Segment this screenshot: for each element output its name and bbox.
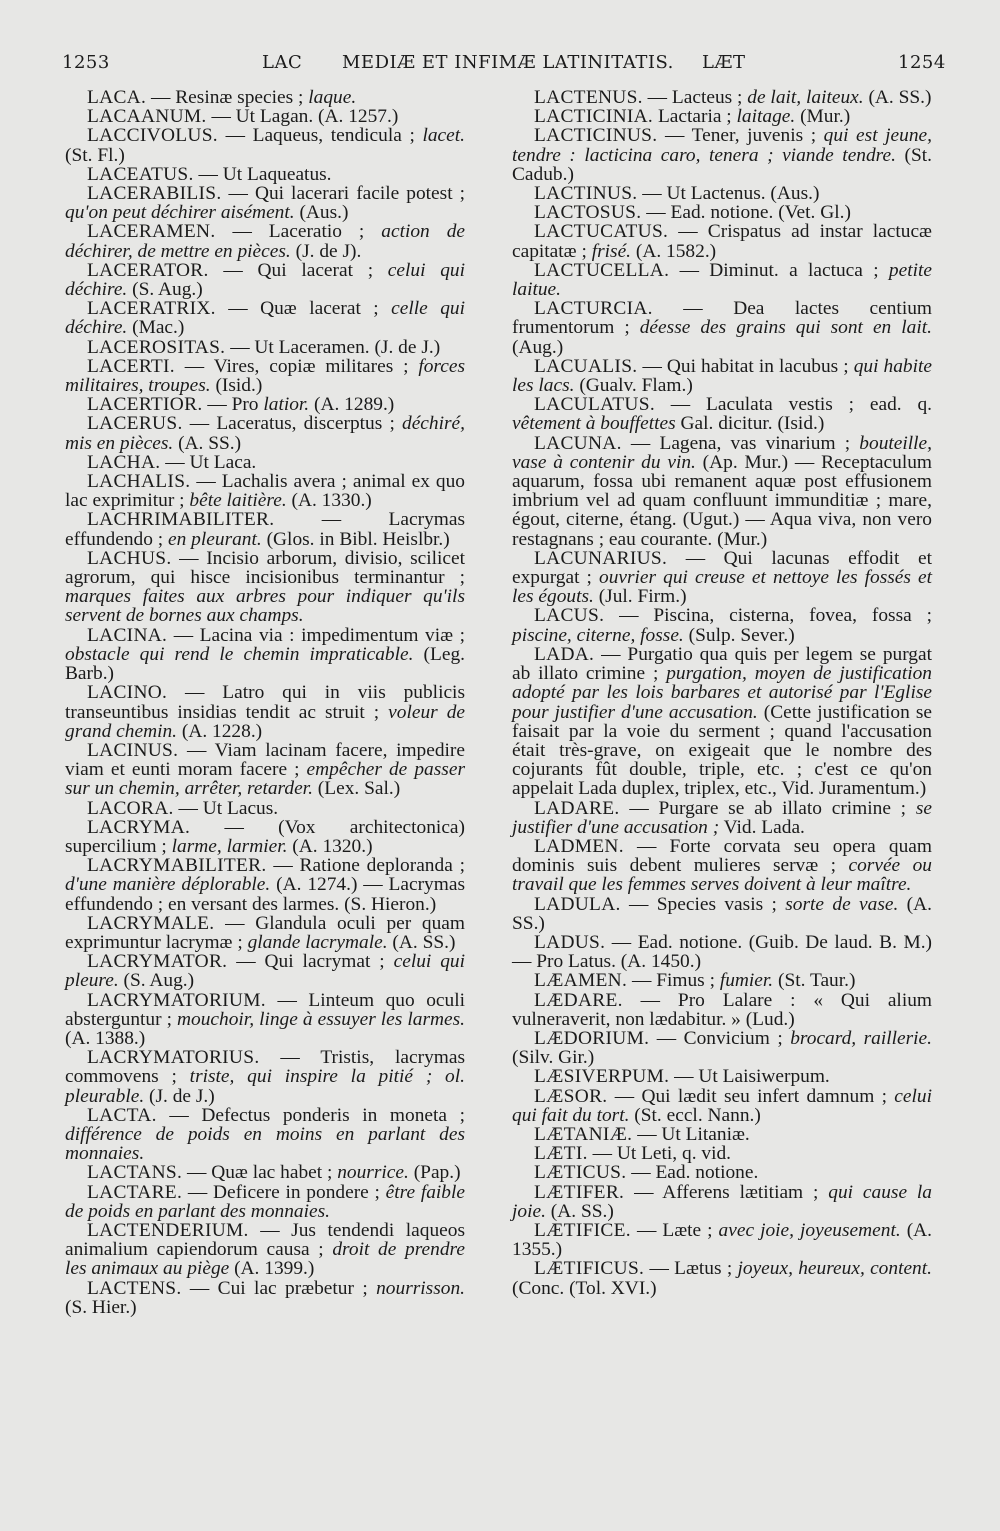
definition-latin: — Quæ lac habet ; xyxy=(182,1162,333,1184)
headword: LADMEN. xyxy=(534,835,624,857)
definition-latin: — Glandula oculi per quam exprimuntur lacrymæ ; xyxy=(65,912,465,953)
headword: LACTENDERIUM. xyxy=(87,1219,249,1241)
headword: LACRYMATORIUS. xyxy=(87,1047,260,1069)
definition-french: piscine, citerne, fosse. xyxy=(512,624,684,646)
dictionary-entry xyxy=(65,952,465,990)
headword: LÆTIFICUS. xyxy=(534,1258,645,1280)
headword: LACTARE. xyxy=(87,1181,183,1203)
definition-french: celui qui fait du tort. xyxy=(512,1085,932,1126)
definition-latin: — Ut Laca. xyxy=(160,451,257,473)
headword: LACA. xyxy=(87,87,147,108)
dictionary-entry xyxy=(512,357,932,395)
headword: LACAANUM. xyxy=(87,106,207,128)
definition-latin: — Fimus ; xyxy=(627,970,715,992)
headword: LACTICINIA. xyxy=(534,106,654,128)
source-citation: (A. SS.) xyxy=(173,432,242,454)
source-citation: Gal. dicitur. (Isid.) xyxy=(675,413,825,435)
source-citation: (J. de J.) xyxy=(144,1085,215,1107)
headword: LÆSOR. xyxy=(534,1085,608,1107)
definition-french: d'une manière déplorable. xyxy=(65,874,271,896)
left-guide-word: LAC xyxy=(262,52,303,73)
headword: LÆTIFICE. xyxy=(534,1219,631,1241)
definition-french: frisé. xyxy=(586,240,632,262)
dictionary-entry xyxy=(512,184,932,203)
definition-latin: — Defectus ponderis in moneta ; xyxy=(156,1104,465,1126)
definition-latin: — Forte corvata seu opera quam dominis suis debent mulieres servæ ; xyxy=(512,835,932,877)
dictionary-entry xyxy=(512,799,932,837)
headword: LÆSIVERPUM. xyxy=(534,1066,670,1088)
definition-french: qui cause la joie. xyxy=(512,1181,932,1222)
headword: LADA. xyxy=(534,643,595,665)
definition-latin: — Crispatus ad instar lactucæ capitatæ ; xyxy=(512,221,932,262)
source-citation: (A. 1320.) xyxy=(287,835,373,857)
definition-latin: — Laculata vestis ; ead. q. xyxy=(654,394,932,416)
source-citation: (Lud.) xyxy=(740,1008,795,1030)
definition-latin: — Resinæ species ; xyxy=(146,87,304,108)
source-citation: (St. Fl.) xyxy=(65,144,125,166)
definition-latin: — Vires, copiæ militares ; xyxy=(174,355,409,377)
definition-french: qui habite les lacs. xyxy=(512,355,932,397)
source-citation: (St. eccl. Nann.) xyxy=(629,1104,761,1126)
headword: LACEATUS. xyxy=(87,163,194,185)
definition-french: avec joie, joyeusement. xyxy=(712,1219,901,1241)
headword: LÆTIFER. xyxy=(534,1181,625,1203)
headword: LACTOSUS. xyxy=(534,202,642,224)
definition-latin: — Dea lactes centium frumentorum ; xyxy=(512,298,932,339)
source-citation: (Lex. Sal.) xyxy=(312,778,401,800)
definition-latin: — Latro qui in viis publicis transeuntibus insidias tendit ac struit ; xyxy=(65,682,465,723)
definition-french: qui est jeune, tendre : lacticina caro, tenera ; viande tendre. xyxy=(512,125,932,166)
dictionary-entry xyxy=(65,453,465,472)
source-citation: (St. Cadub.) xyxy=(512,144,932,185)
dictionary-entry xyxy=(65,991,465,1049)
dictionary-entry xyxy=(512,933,932,971)
definition-latin: — Ead. notione. xyxy=(641,202,774,224)
dictionary-entry xyxy=(65,1221,465,1279)
definition-latin: — Læte ; xyxy=(630,1219,713,1241)
source-citation: (Mac.) xyxy=(127,317,185,339)
dictionary-entry xyxy=(512,971,932,990)
dictionary-entry xyxy=(512,837,932,895)
definition-latin: — Qui lacrymat ; xyxy=(227,951,385,973)
source-citation: (Ap. Mur.) — Receptaculum aquarum, fossa ubi remanent aquæ post effusionem imbrium vel ad quam confluunt immunditiæ ; mare, égout, citerne, étang. (Ugut.) — Aqua viva, non vero restagnans ; eau courante. (Mur.) xyxy=(512,451,933,550)
dictionary-entry xyxy=(512,261,932,299)
dictionary-entry xyxy=(512,222,932,260)
headword: LACEROSITAS. xyxy=(87,336,226,358)
dictionary-entry xyxy=(65,856,465,914)
definition-latin: — Convicium ; xyxy=(649,1027,783,1049)
definition-latin: Lactaria ; xyxy=(653,106,732,128)
definition-latin: — Ut Laqueatus. xyxy=(193,163,332,185)
definition-french: différence de poids en moins en parlant des monnaies. xyxy=(65,1123,465,1165)
definition-latin: — Qui lædit seu infert damnum ; xyxy=(607,1085,887,1107)
source-citation: (A. 1228.) xyxy=(177,720,263,742)
dictionary-entry xyxy=(512,1125,932,1144)
source-citation: (A. 1330.) xyxy=(286,490,372,512)
source-citation: (A. 1274.) — Lacrymas effundendo ; en versant des larmes. (S. Hieron.) xyxy=(65,874,465,915)
headword: LACINUS. xyxy=(87,739,179,761)
headword: LACHALIS. xyxy=(87,471,191,493)
dictionary-entry xyxy=(65,1106,465,1164)
dictionary-entry xyxy=(65,549,465,626)
page-title: MEDIÆ ET INFIMÆ LATINITATIS. xyxy=(342,52,674,73)
dictionary-entry xyxy=(65,510,465,548)
source-citation: (J. de J). xyxy=(290,240,362,262)
definition-latin: — Lagena, vas vinarium ; xyxy=(621,432,851,454)
definition-latin: — Ut Lactenus. (Aus.) xyxy=(637,183,820,205)
definition-french: purgation, moyen de justification adopté par les lois barbares et autorisé par l'Eglise pour justifier d'une accusation. xyxy=(512,663,932,723)
definition-latin: — Lætus ; xyxy=(644,1258,733,1280)
dictionary-entry xyxy=(512,1144,932,1163)
headword: LACERATRIX. xyxy=(87,298,216,320)
definition-french: bouteille, vase à contenir du vin. xyxy=(512,432,933,473)
headword: LACTINUS. xyxy=(534,183,638,205)
dictionary-entry xyxy=(65,261,465,299)
headword: LACRYMA. xyxy=(87,816,191,838)
definition-latin: — Pro xyxy=(202,394,259,416)
definition-french: être faible de poids en parlant des monnaies. xyxy=(65,1181,465,1222)
definition-french: forces militaires, troupes. xyxy=(65,355,466,397)
left-column xyxy=(65,88,465,1317)
definition-french: fumier. xyxy=(714,970,774,992)
dictionary-entry xyxy=(65,107,465,126)
definition-french: lacet. xyxy=(414,125,465,147)
headword: LACCIVOLUS. xyxy=(87,125,218,147)
source-citation: (Glos. in Bibl. Heislbr.) xyxy=(261,528,450,550)
source-citation: (St. Taur.) xyxy=(773,970,856,992)
definition-latin: — Purgatio qua quis per legem se purgat ab illato crimine ; xyxy=(512,643,932,685)
definition-latin: — Pro Lalare : « Qui alium vulneraverit, non lædabitur. » xyxy=(512,989,932,1030)
dictionary-entry xyxy=(65,184,465,222)
headword: LÆAMEN. xyxy=(534,970,628,992)
source-citation: (Cette justification se faisait par la voie du serment ; quand l'accusation était très-grave, on exigeait que le nombre des cojurants fût double, triple, etc. ; c'est ce qu'on appelait Lada duplex, triplex, etc., Vid. Juramentum.) xyxy=(512,701,932,800)
headword: LACERUS. xyxy=(87,413,183,435)
definition-latin: — Laceratus, discerptus ; xyxy=(182,413,395,435)
headword: LACUNA. xyxy=(534,432,622,454)
dictionary-entry xyxy=(65,472,465,510)
definition-latin: — Ut Litaniæ. xyxy=(632,1123,750,1145)
headword: LACINO. xyxy=(87,682,168,704)
definition-latin: — Tristis, lacrymas commovens ; xyxy=(65,1047,465,1088)
source-citation: Vid. Lada. xyxy=(719,816,805,838)
definition-latin: — Qui habitat in lacubus ; xyxy=(637,355,849,377)
headword: LÆTI. xyxy=(534,1143,588,1165)
dictionary-entry xyxy=(65,299,465,337)
definition-latin: — Ut Laisiwerpum. xyxy=(669,1066,830,1088)
dictionary-entry xyxy=(65,683,465,741)
definition-latin: — Species vasis ; xyxy=(620,893,777,915)
headword: LACTUCATUS. xyxy=(534,221,669,243)
left-page-number: 1253 xyxy=(62,52,110,73)
dictionary-entry xyxy=(512,991,932,1029)
definition-latin: — Lacrymas effundendo ; xyxy=(65,509,465,550)
headword: LADULA. xyxy=(534,893,621,915)
definition-latin: — Ead. notione. xyxy=(626,1162,759,1184)
definition-french: brocard, raillerie. xyxy=(782,1027,933,1049)
headword: LACHRIMABILITER. xyxy=(87,509,275,531)
definition-french: celui qui déchire. xyxy=(65,259,465,301)
dictionary-entry xyxy=(512,1029,932,1067)
dictionary-entry xyxy=(512,203,932,222)
definition-latin: — Ut Laceramen. (J. de J.) xyxy=(225,336,441,358)
source-citation: (A. 1582.) xyxy=(631,240,717,262)
definition-french: corvée ou travail que les femmes serves doivent à leur maître. xyxy=(512,855,932,896)
dictionary-entry xyxy=(65,626,465,684)
definition-latin: — Quæ lacerat ; xyxy=(215,298,379,320)
definition-french: action de déchirer, de mettre en pièces. xyxy=(65,221,465,262)
dictionary-entry xyxy=(65,799,465,818)
headword: LADARE. xyxy=(534,797,620,819)
dictionary-entry xyxy=(65,1279,465,1317)
definition-french: latior. xyxy=(258,394,310,416)
definition-latin: — Laqueus, tendicula ; xyxy=(217,125,415,147)
headword: LACERATOR. xyxy=(87,259,209,281)
dictionary-entry xyxy=(65,818,465,856)
dictionary-entry xyxy=(512,1067,932,1086)
source-citation: (A. 1388.) xyxy=(65,1027,146,1049)
definition-french: déesse des grains qui sont en lait. xyxy=(629,317,932,339)
headword: LACTANS. xyxy=(87,1162,183,1184)
headword: LÆDORIUM. xyxy=(534,1027,650,1049)
headword: LACRYMATORIUM. xyxy=(87,989,266,1011)
definition-latin: — Qui lacerari facile potest ; xyxy=(221,183,465,205)
dictionary-entry xyxy=(65,1163,465,1182)
definition-french: celui qui pleure. xyxy=(65,951,465,992)
definition-latin: — (Vox architectonica) supercilium ; xyxy=(65,816,465,857)
headword: LACTENUS. xyxy=(534,87,643,108)
dictionary-entry xyxy=(512,107,932,126)
source-citation: (S. Hier.) xyxy=(65,1296,137,1318)
definition-french: laque. xyxy=(303,87,357,108)
dictionary-entry xyxy=(512,1221,932,1259)
definition-french: ouvrier qui creuse et nettoye les fossés et les égouts. xyxy=(512,567,932,608)
dictionary-entry xyxy=(512,299,932,357)
headword: LÆDARE. xyxy=(534,989,623,1011)
definition-latin: — Afferens lætitiam ; xyxy=(624,1181,819,1203)
definition-latin: — Diminut. a lactuca ; xyxy=(669,259,879,281)
dictionary-entry xyxy=(65,395,465,414)
dictionary-entry xyxy=(65,126,465,164)
definition-french: nourrice. xyxy=(332,1162,409,1184)
dictionary-entry xyxy=(65,165,465,184)
definition-latin: — Viam lacinam facere, impedire viam et eunti moram facere ; xyxy=(65,739,465,781)
headword: LÆTANIÆ. xyxy=(534,1123,633,1145)
source-citation: (Conc. (Tol. XVI.) xyxy=(512,1277,657,1299)
source-citation: (Aus.) xyxy=(294,202,349,224)
definition-latin: — Cui lac præbetur ; xyxy=(181,1277,368,1299)
definition-latin: — Lacteus ; xyxy=(642,87,743,108)
source-citation: (A. 1355.) xyxy=(512,1219,933,1261)
source-citation: (A. SS.) xyxy=(512,893,932,934)
source-citation: (Sulp. Sever.) xyxy=(683,624,795,646)
dictionary-entry xyxy=(65,1048,465,1106)
dictionary-entry xyxy=(512,395,932,433)
definition-latin: — Qui lacunas effodit et expurgat ; xyxy=(512,547,932,589)
source-citation: (Leg. Barb.) xyxy=(65,643,465,685)
source-citation: (Vet. Gl.) xyxy=(773,202,851,224)
definition-french: empêcher de passer sur un chemin, arrêter, retarder. xyxy=(65,759,465,800)
dictionary-entry xyxy=(65,357,465,395)
dictionary-entry xyxy=(512,606,932,644)
definition-latin: — Linteum quo oculi absterguntur ; xyxy=(65,989,465,1030)
headword: LACHA. xyxy=(87,451,161,473)
definition-french: glande lacrymale. xyxy=(242,931,388,953)
definition-latin: — Incisio arborum, divisio, scilicet agrorum, qui hisce incisionibus terminantur ; xyxy=(65,547,465,589)
definition-latin: — Laceratio ; xyxy=(215,221,365,243)
source-citation: (A. 1399.) xyxy=(229,1258,315,1280)
dictionary-entry xyxy=(65,338,465,357)
definition-latin: — Lacina via : impedimentum viæ ; xyxy=(167,624,465,646)
headword: LACERAMEN. xyxy=(87,221,216,243)
dictionary-entry xyxy=(512,126,932,184)
dictionary-entry xyxy=(65,1183,465,1221)
dictionary-entry xyxy=(512,895,932,933)
headword: LACERTI. xyxy=(87,355,175,377)
source-citation: (A. SS.) xyxy=(863,87,932,108)
definition-latin: — Ead. notione. (Guib. De laud. B. M.) — Pro Latus. (A. 1450.) xyxy=(512,931,932,973)
headword: LÆTICUS. xyxy=(534,1162,627,1184)
definition-french: bête laitière. xyxy=(184,490,287,512)
source-citation: (Pap.) xyxy=(408,1162,461,1184)
dictionary-entry xyxy=(512,549,932,607)
headword: LACERTIOR. xyxy=(87,394,203,416)
source-citation: (Aug.) xyxy=(512,336,564,358)
source-citation: (Isid.) xyxy=(210,375,263,397)
dictionary-entry xyxy=(512,1163,932,1182)
dictionary-entry xyxy=(65,741,465,799)
definition-french: droit de prendre les animaux au piège xyxy=(65,1239,465,1280)
headword: LADUS. xyxy=(534,931,606,953)
headword: LACHUS. xyxy=(87,547,172,569)
definition-latin: — Purgare se ab illato crimine ; xyxy=(619,797,907,819)
definition-french: obstacle qui rend le chemin impraticable. xyxy=(65,643,414,665)
definition-latin: — Ut Lacus. xyxy=(173,797,279,819)
headword: LACRYMABILITER. xyxy=(87,855,267,877)
definition-french: laitage. xyxy=(731,106,796,128)
definition-french: voleur de grand chemin. xyxy=(65,701,465,742)
headword: LACTENS. xyxy=(87,1277,182,1299)
dictionary-entry xyxy=(512,1183,932,1221)
definition-french: en pleurant. xyxy=(163,528,262,550)
source-citation: (A. 1289.) xyxy=(309,394,395,416)
right-column xyxy=(512,88,932,1298)
headword: LACORA. xyxy=(87,797,174,819)
definition-french: petite laitue. xyxy=(512,259,932,301)
right-page-number: 1254 xyxy=(898,52,946,73)
headword: LACINA. xyxy=(87,624,168,646)
right-guide-word: LÆT xyxy=(702,52,746,73)
definition-french: mouchoir, linge à essuyer les larmes. xyxy=(172,1008,465,1030)
definition-french: de lait, laiteux. xyxy=(742,87,864,108)
headword: LACUALIS. xyxy=(534,355,638,377)
dictionary-entry xyxy=(512,434,932,549)
dictionary-entry xyxy=(512,1259,932,1297)
source-citation: (Mur.) xyxy=(795,106,851,128)
definition-french: vêtement à bouffettes xyxy=(512,413,676,435)
dictionary-entry xyxy=(65,88,465,107)
headword: LACRYMATOR. xyxy=(87,951,228,973)
definition-french: nourrisson. xyxy=(367,1277,466,1299)
definition-latin: — Ratione deploranda ; xyxy=(266,855,465,877)
source-citation: (Silv. Gir.) xyxy=(512,1047,595,1069)
definition-french: déchiré, mis en pièces. xyxy=(65,413,465,454)
headword: LACERABILIS. xyxy=(87,183,222,205)
definition-french: joyeux, heureux, content. xyxy=(732,1258,932,1280)
dictionary-entry xyxy=(512,88,932,107)
definition-latin: — Piscina, cisterna, fovea, fossa ; xyxy=(604,605,932,627)
definition-french: sorte de vase. xyxy=(776,893,899,915)
dictionary-entry xyxy=(65,414,465,452)
running-header xyxy=(62,52,946,82)
dictionary-entry xyxy=(65,222,465,260)
definition-french: qu'on peut déchirer aisément. xyxy=(65,202,295,224)
definition-latin: — Qui lacerat ; xyxy=(208,259,374,281)
dictionary-entry xyxy=(512,645,932,799)
headword: LACRYMALE. xyxy=(87,912,215,934)
source-citation: (Gualv. Flam.) xyxy=(574,375,693,397)
dictionary-entry xyxy=(512,1087,932,1125)
definition-latin: — Ut Lagan. (A. 1257.) xyxy=(206,106,399,128)
definition-french: celle qui déchire. xyxy=(65,298,465,339)
headword: LACULATUS. xyxy=(534,394,655,416)
definition-latin: — Ut Leti, q. vid. xyxy=(587,1143,732,1165)
source-citation: (A. SS.) xyxy=(545,1200,614,1222)
definition-french: se justifier d'une accusation ; xyxy=(512,797,932,838)
definition-latin: — Deficere in pondere ; xyxy=(182,1181,380,1203)
definition-latin: — Tener, juvenis ; xyxy=(657,125,817,147)
definition-french: larme, larmier. xyxy=(166,835,288,857)
headword: LACTA. xyxy=(87,1104,157,1126)
source-citation: (S. Aug.) xyxy=(118,970,195,992)
headword: LACUS. xyxy=(534,605,605,627)
headword: LACUNARIUS. xyxy=(534,547,668,569)
definition-french: marques faites aux arbres pour indiquer qu'ils servent de bornes aux champs. xyxy=(65,586,465,627)
source-citation: (S. Aug.) xyxy=(127,279,203,301)
definition-latin: — Lachalis avera ; animal ex quo lac exprimitur ; xyxy=(65,471,465,512)
headword: LACTURCIA. xyxy=(534,298,653,320)
headword: LACTICINUS. xyxy=(534,125,658,147)
dictionary-entry xyxy=(65,914,465,952)
source-citation: (A. SS.) xyxy=(387,931,456,953)
definition-latin: — Jus tendendi laqueos animalium capiendorum causa ; xyxy=(65,1219,465,1261)
definition-french: triste, qui inspire la pitié ; ol. pleurable. xyxy=(65,1066,465,1107)
headword: LACTUCELLA. xyxy=(534,259,670,281)
source-citation: (Jul. Firm.) xyxy=(593,586,687,608)
